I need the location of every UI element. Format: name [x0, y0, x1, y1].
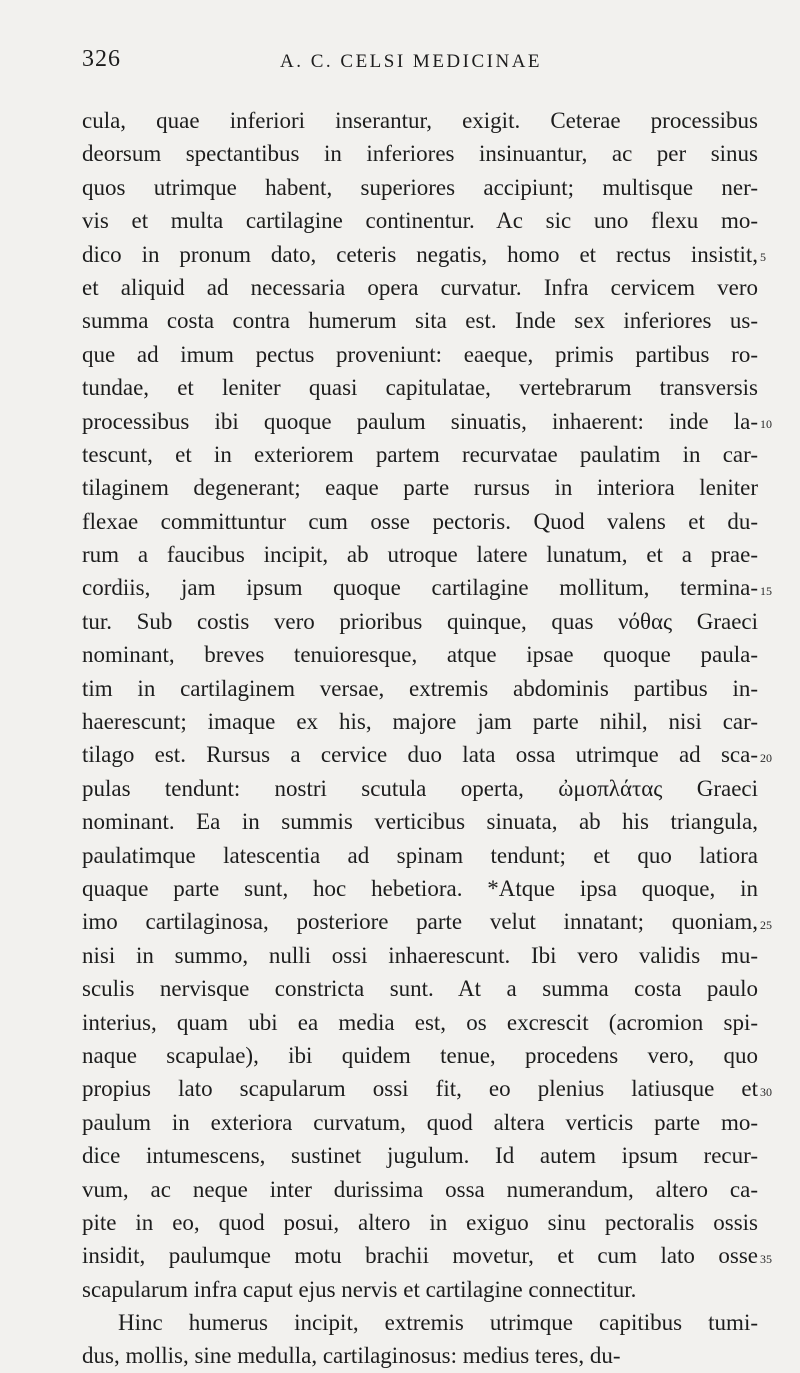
text-line: nominant. Ea in summis verticibus sinuata, ab his triangula,	[82, 809, 758, 835]
text-line: cordiis, jam ipsum quoque cartilagine mollitum, termina-	[82, 575, 758, 601]
text-line: naque scapulae), ibi quidem tenue, procedens vero, quo	[82, 1042, 758, 1068]
text-line: propius lato scapularum ossi fit, eo plenius latiusque et	[82, 1076, 758, 1102]
text-line: scapularum infra caput ejus nervis et cartilagine connectitur.	[82, 1276, 637, 1302]
text-line: dico in pronum dato, ceteris negatis, homo et rectus insistit,	[82, 241, 758, 267]
text-line: quos utrimque habent, superiores accipiunt; multisque ner-	[82, 174, 758, 200]
running-head: A. C. CELSI MEDICINAE	[280, 51, 543, 72]
text-body	[82, 104, 758, 1373]
text-line: vum, ac neque inter durissima ossa numerandum, altero ca-	[82, 1176, 758, 1202]
text-line: summa costa contra humerum sita est. Inde sex inferiores us-	[82, 308, 758, 334]
line-number-marker: 25	[760, 917, 772, 932]
text-line: insidit, paulumque motu brachii movetur, et cum lato osse	[82, 1243, 758, 1269]
page-header	[82, 46, 762, 76]
text-line: et aliquid ad necessaria opera curvatur. Infra cervicem vero	[82, 274, 758, 300]
page-number: 326	[82, 46, 121, 72]
text-line: tundae, et leniter quasi capitulatae, vertebrarum transversis	[82, 375, 758, 401]
text-line: processibus ibi quoque paulum sinuatis, inhaerent: inde la-	[82, 408, 758, 434]
text-line: nisi in summo, nulli ossi inhaerescunt. Ibi vero validis mu-	[82, 942, 758, 968]
text-line: sculis nervisque constricta sunt. At a summa costa paulo	[82, 976, 758, 1002]
text-line: tilaginem degenerant; eaque parte rursus in interiora leniter	[82, 475, 758, 501]
text-line: quaque parte sunt, hoc hebetiora. *Atque ipsa quoque, in	[82, 875, 758, 901]
text-line: nominant, breves tenuioresque, atque ipsae quoque paula-	[82, 642, 758, 668]
text-line: paulum in exteriora curvatum, quod altera verticis parte mo-	[82, 1109, 758, 1135]
line-number-marker: 15	[760, 583, 772, 598]
text-line: tim in cartilaginem versae, extremis abdominis partibus in-	[82, 675, 758, 701]
line-number-marker: 30	[760, 1084, 772, 1099]
text-line: pulas tendunt: nostri scutula operta, ὠμοπλάτας Graeci	[82, 775, 758, 801]
text-line: dus, mollis, sine medulla, cartilaginosus: medius teres, du-	[82, 1343, 621, 1369]
text-line: tilago est. Rursus a cervice duo lata ossa utrimque ad sca-	[82, 742, 758, 768]
text-line: cula, quae inferiori inserantur, exigit. Ceterae processibus	[82, 108, 758, 133]
text-line: interius, quam ubi ea media est, os excrescit (acromion spi-	[82, 1009, 758, 1035]
text-line: pite in eo, quod posui, altero in exiguo sinu pectoralis ossis	[82, 1209, 758, 1235]
text-line: tescunt, et in exteriorem partem recurvatae paulatim in car-	[82, 441, 758, 467]
line-number-marker: 35	[760, 1251, 772, 1266]
line-number-marker: 20	[760, 750, 772, 765]
text-line: Hinc humerus incipit, extremis utrimque capitibus tumi-	[118, 1310, 758, 1336]
line-number-marker: 10	[760, 416, 772, 431]
text-line: que ad imum pectus proveniunt: eaeque, primis partibus ro-	[82, 341, 758, 367]
text-line: rum a faucibus incipit, ab utroque latere lunatum, et a prae-	[82, 542, 758, 568]
text-line: vis et multa cartilagine continentur. Ac sic uno flexu mo-	[82, 208, 758, 234]
line-number-marker: 5	[760, 249, 766, 264]
text-line: tur. Sub costis vero prioribus quinque, quas νόθας Graeci	[82, 608, 758, 634]
text-line: haerescunt; imaque ex his, majore jam parte nihil, nisi car-	[82, 709, 758, 735]
text-line: paulatimque latescentia ad spinam tendunt; et quo latiora	[82, 842, 758, 868]
text-line: flexae committuntur cum osse pectoris. Quod valens et du-	[82, 508, 758, 534]
text-line: imo cartilaginosa, posteriore parte velut innatant; quoniam,	[82, 909, 758, 935]
text-line: dice intumescens, sustinet jugulum. Id autem ipsum recur-	[82, 1143, 758, 1169]
text-line: deorsum spectantibus in inferiores insinuantur, ac per sinus	[82, 141, 758, 167]
